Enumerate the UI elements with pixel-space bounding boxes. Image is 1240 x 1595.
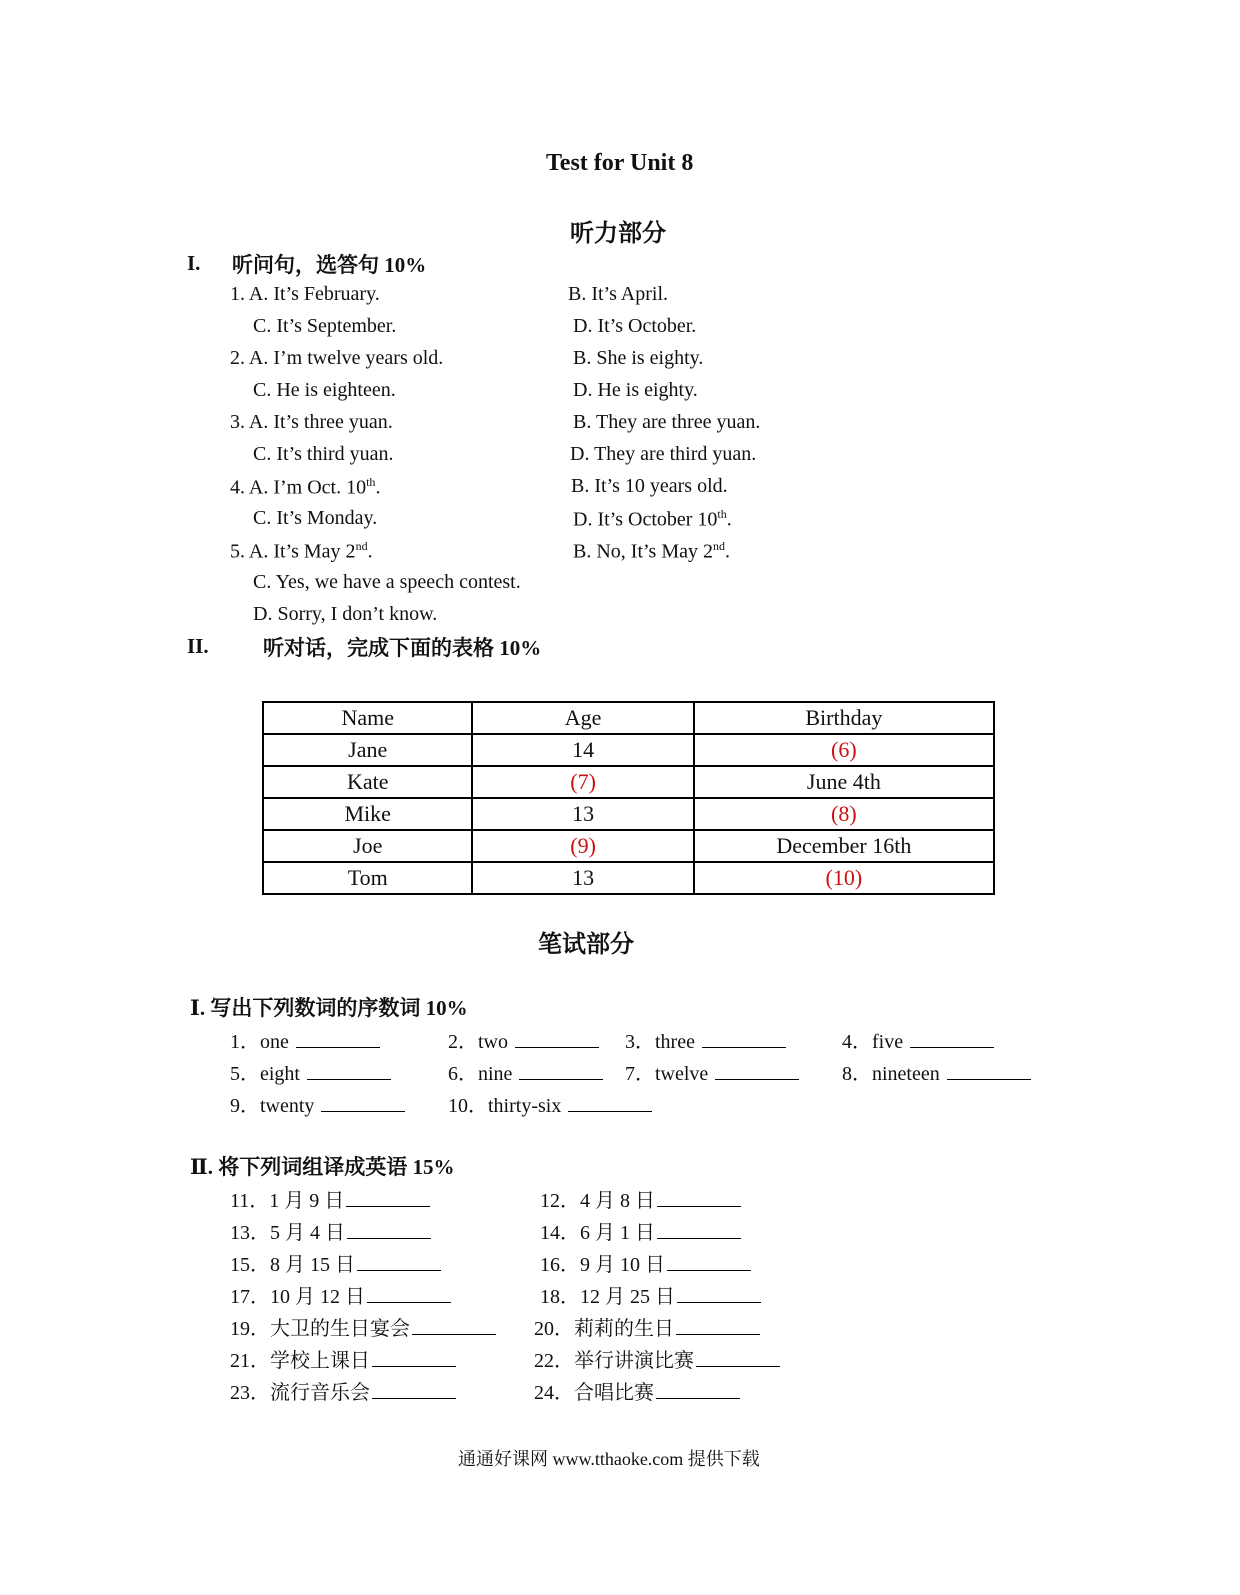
q4-right: B. It’s 10 years old. (571, 475, 728, 497)
table-header-row (263, 702, 994, 734)
translate-item: 20．莉莉的生日 (534, 1312, 760, 1341)
q3-left2: C. It’s third yuan. (253, 443, 394, 465)
ordinal-item: 5．eight (230, 1057, 391, 1086)
part1-number: I. (187, 251, 201, 275)
ordinal-item: 1．one (230, 1025, 380, 1054)
ordinal-item: 4．five (842, 1025, 994, 1054)
table-header-cell: Birthday (694, 702, 994, 734)
translate-item: 19．大卫的生日宴会 (230, 1312, 496, 1341)
table-header-cell: Age (472, 702, 693, 734)
footer-text: 通通好课网 www.tthaoke.com 提供下载 (458, 1449, 760, 1469)
table-blank-cell: (9) (472, 830, 693, 862)
q5-option-d: D. Sorry, I don’t know. (253, 603, 438, 625)
q4-right2: D. It’s October 10th. (573, 507, 732, 531)
translate-item: 22．举行讲演比赛 (534, 1344, 780, 1373)
translate-item: 11．1 月 9 日 (230, 1184, 430, 1213)
q2-right2: D. He is eighty. (573, 379, 698, 401)
table-row (263, 734, 994, 766)
ordinal-item: 10．thirty-six (448, 1089, 652, 1118)
q2-right: B. She is eighty. (573, 347, 704, 369)
q5-option-c: C. Yes, we have a speech contest. (253, 571, 521, 593)
table-blank-cell: (7) (472, 766, 693, 798)
q1-left: 1. A. It’s February. (230, 283, 380, 305)
q4-left: 4. A. I’m Oct. 10th. (230, 475, 381, 499)
q2-left: 2. A. I’m twelve years old. (230, 347, 444, 369)
translate-item: 12．4 月 8 日 (540, 1184, 741, 1213)
ordinal-item: 2．two (448, 1025, 599, 1054)
ordinal-item: 6．nine (448, 1057, 603, 1086)
w2-heading: Ⅱ. 将下列词组译成英语 15% (190, 1155, 455, 1179)
ordinal-item: 8．nineteen (842, 1057, 1031, 1086)
table-header-cell: Name (263, 702, 472, 734)
table-cell: 13 (472, 798, 693, 830)
table-cell: 13 (472, 862, 693, 894)
translate-item: 16．9 月 10 日 (540, 1248, 751, 1277)
page-title: Test for Unit 8 (546, 150, 694, 176)
q1-right2: D. It’s October. (573, 315, 697, 337)
part2-number: II. (187, 634, 209, 658)
q4-left2: C. It’s Monday. (253, 507, 378, 529)
table-row (263, 766, 994, 798)
q1-right: B. It’s April. (568, 283, 669, 305)
q1-left2: C. It’s September. (253, 315, 397, 337)
table-row (263, 862, 994, 894)
q5-right: B. No, It’s May 2nd. (573, 539, 730, 563)
translate-item: 14．6 月 1 日 (540, 1216, 741, 1245)
w1-heading: Ⅰ. 写出下列数词的序数词 10% (190, 996, 468, 1020)
translate-item: 18．12 月 25 日 (540, 1280, 761, 1309)
translate-item: 23．流行音乐会 (230, 1376, 456, 1405)
table-cell: Joe (263, 830, 472, 862)
translate-item: 24．合唱比赛 (534, 1376, 740, 1405)
part2-heading: 听对话，完成下面的表格 10% (263, 636, 542, 660)
ordinal-item: 9．twenty (230, 1089, 405, 1118)
table-blank-cell: (8) (694, 798, 994, 830)
translate-item: 13．5 月 4 日 (230, 1216, 431, 1245)
table-cell: Tom (263, 862, 472, 894)
q3-right: B. They are three yuan. (573, 411, 761, 433)
table-cell: Jane (263, 734, 472, 766)
q3-left: 3. A. It’s three yuan. (230, 411, 393, 433)
table-blank-cell: (10) (694, 862, 994, 894)
part1-heading: 听问句，选答句 10% (232, 253, 427, 277)
listening-section-title: 听力部分 (570, 221, 666, 247)
table-cell: 14 (472, 734, 693, 766)
ordinal-item: 3．three (625, 1025, 786, 1054)
table-cell: December 16th (694, 830, 994, 862)
translate-item: 15．8 月 15 日 (230, 1248, 441, 1277)
written-section-title: 笔试部分 (538, 932, 634, 958)
birthday-table (262, 701, 995, 895)
translate-item: 17．10 月 12 日 (230, 1280, 451, 1309)
table-cell: Mike (263, 798, 472, 830)
translate-item: 21．学校上课日 (230, 1344, 456, 1373)
q3-right2: D. They are third yuan. (570, 443, 757, 465)
ordinal-item: 7．twelve (625, 1057, 799, 1086)
table-cell: June 4th (694, 766, 994, 798)
table-cell: Kate (263, 766, 472, 798)
q5-left: 5. A. It’s May 2nd. (230, 539, 373, 563)
table-row (263, 830, 994, 862)
table-blank-cell: (6) (694, 734, 994, 766)
table-row (263, 798, 994, 830)
q2-left2: C. He is eighteen. (253, 379, 396, 401)
